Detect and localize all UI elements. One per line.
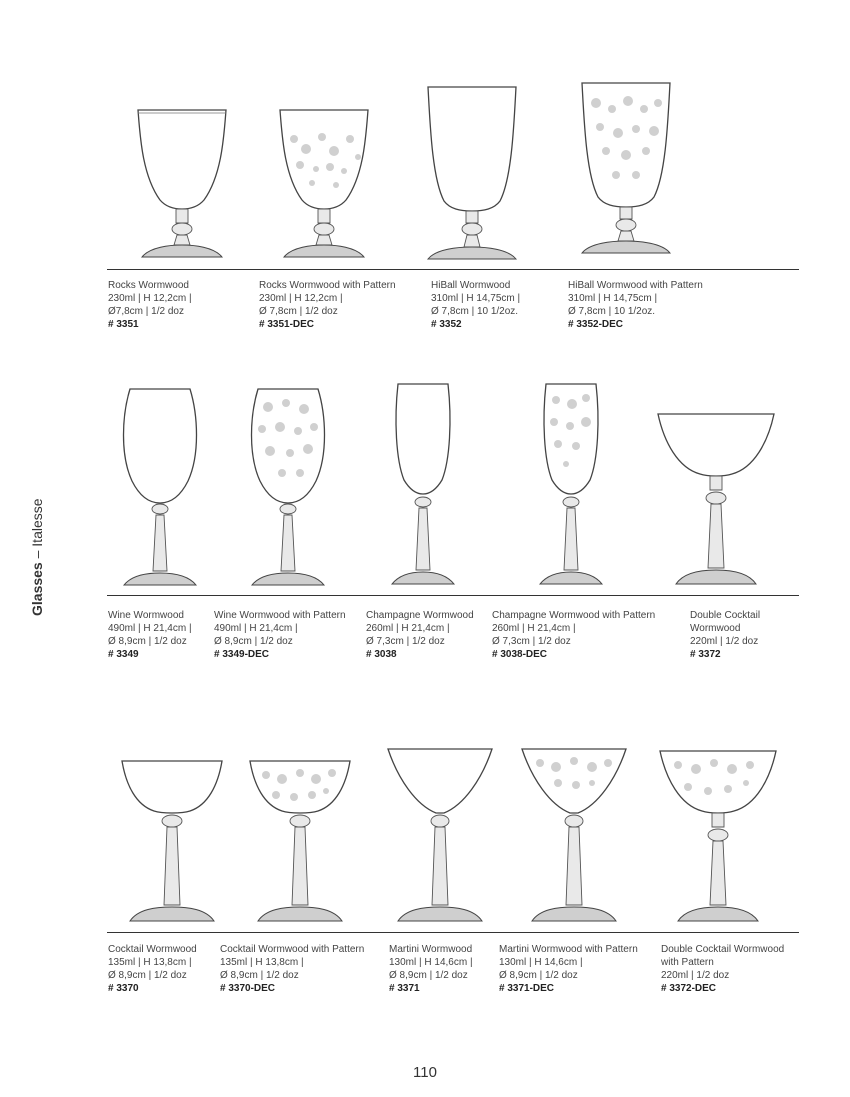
product-spec: Ø 8,9cm | 1/2 doz bbox=[108, 970, 187, 981]
hiball-glass-pattern-image bbox=[576, 79, 676, 259]
champagne-glass-pattern-image bbox=[536, 380, 606, 590]
rocks-glass-pattern-image bbox=[272, 105, 376, 265]
section-separator: – bbox=[29, 550, 45, 559]
product-spec: 230ml | H 12,2cm | bbox=[259, 293, 343, 304]
product-spec: Wormwood bbox=[690, 623, 741, 634]
wine-glass-image bbox=[118, 385, 202, 590]
product-3371 bbox=[389, 943, 473, 995]
product-3372 bbox=[690, 609, 760, 661]
product-spec: 490ml | H 21,4cm | bbox=[214, 623, 298, 634]
product-spec: Ø 8,9cm | 1/2 doz bbox=[499, 970, 578, 981]
double-cocktail-glass-image bbox=[654, 408, 778, 590]
product-spec: Ø 8,9cm | 1/2 doz bbox=[220, 970, 299, 981]
product-code: # 3349-DEC bbox=[214, 649, 270, 660]
product-code: # 3351 bbox=[108, 319, 139, 330]
product-spec: Ø 7,3cm | 1/2 doz bbox=[492, 636, 571, 647]
product-spec: Ø 7,3cm | 1/2 doz bbox=[366, 636, 445, 647]
product-code: # 3372-DEC bbox=[661, 983, 717, 994]
row-divider bbox=[107, 932, 799, 933]
product-spec: 490ml | H 21,4cm | bbox=[108, 623, 192, 634]
product-name: Rocks Wormwood with Pattern bbox=[259, 280, 396, 291]
product-spec: Ø 7,8cm | 10 1/2oz. bbox=[431, 306, 519, 317]
product-name: Cocktail Wormwood with Pattern bbox=[220, 944, 365, 955]
product-code: # 3352 bbox=[431, 319, 462, 330]
section-title: Glasses bbox=[29, 562, 45, 616]
product-3038-dec bbox=[492, 609, 655, 661]
product-3351-dec bbox=[259, 279, 396, 331]
product-spec: 310ml | H 14,75cm | bbox=[568, 293, 658, 304]
product-name: Wine Wormwood bbox=[108, 610, 184, 621]
product-3370 bbox=[108, 943, 197, 995]
product-spec: Ø 8,9cm | 1/2 doz bbox=[214, 636, 293, 647]
product-code: # 3352-DEC bbox=[568, 319, 624, 330]
product-spec: with Pattern bbox=[661, 957, 714, 968]
product-spec: Ø 7,8cm | 1/2 doz bbox=[259, 306, 338, 317]
product-spec: 310ml | H 14,75cm | bbox=[431, 293, 521, 304]
product-spec: Ø7,8cm | 1/2 doz bbox=[108, 306, 184, 317]
wine-glass-pattern-image bbox=[246, 385, 330, 590]
product-code: # 3372 bbox=[690, 649, 721, 660]
product-3038 bbox=[366, 609, 474, 661]
product-name: Wine Wormwood with Pattern bbox=[214, 610, 346, 621]
product-name: Rocks Wormwood bbox=[108, 280, 189, 291]
product-spec: 130ml | H 14,6cm | bbox=[389, 957, 473, 968]
product-code: # 3349 bbox=[108, 649, 139, 660]
product-code: # 3038-DEC bbox=[492, 649, 548, 660]
product-spec: 135ml | H 13,8cm | bbox=[108, 957, 192, 968]
product-name: Cocktail Wormwood bbox=[108, 944, 197, 955]
champagne-glass-image bbox=[388, 380, 458, 590]
product-spec: 260ml | H 21,4cm | bbox=[492, 623, 576, 634]
product-spec: 220ml | 1/2 doz bbox=[690, 636, 759, 647]
product-3349-dec bbox=[214, 609, 346, 661]
product-3352-dec bbox=[568, 279, 703, 331]
martini-glass-image bbox=[384, 745, 496, 927]
product-spec: 135ml | H 13,8cm | bbox=[220, 957, 304, 968]
double-cocktail-glass-pattern-image bbox=[656, 745, 780, 927]
product-name: Martini Wormwood with Pattern bbox=[499, 944, 638, 955]
product-code: # 3038 bbox=[366, 649, 397, 660]
product-name: Champagne Wormwood bbox=[366, 610, 474, 621]
product-name: Double Cocktail Wormwood bbox=[661, 944, 785, 955]
product-name: HiBall Wormwood with Pattern bbox=[568, 280, 703, 291]
hiball-glass-image bbox=[420, 83, 524, 265]
section-subtitle: Italesse bbox=[29, 498, 45, 547]
row-divider bbox=[107, 595, 799, 596]
product-code: # 3370-DEC bbox=[220, 983, 276, 994]
cocktail-glass-image bbox=[118, 755, 226, 927]
product-code: # 3351-DEC bbox=[259, 319, 315, 330]
product-spec: Ø 8,9cm | 1/2 doz bbox=[108, 636, 187, 647]
product-code: # 3370 bbox=[108, 983, 139, 994]
cocktail-glass-pattern-image bbox=[246, 755, 354, 927]
product-name: Double Cocktail bbox=[690, 610, 761, 621]
product-3352 bbox=[431, 279, 520, 331]
product-3371-dec bbox=[499, 943, 638, 995]
product-spec: 230ml | H 12,2cm | bbox=[108, 293, 192, 304]
product-code: # 3371-DEC bbox=[499, 983, 555, 994]
row-divider bbox=[107, 269, 799, 270]
product-3351 bbox=[108, 279, 192, 331]
martini-glass-pattern-image bbox=[518, 745, 630, 927]
product-spec: 220ml | 1/2 doz bbox=[661, 970, 730, 981]
product-spec: 130ml | H 14,6cm | bbox=[499, 957, 583, 968]
section-label bbox=[27, 486, 47, 626]
product-3349 bbox=[108, 609, 192, 661]
product-code: # 3371 bbox=[389, 983, 420, 994]
product-3372-dec bbox=[661, 943, 784, 995]
product-name: Martini Wormwood bbox=[389, 944, 473, 955]
product-spec: Ø 7,8cm | 10 1/2oz. bbox=[568, 306, 656, 317]
product-3370-dec bbox=[220, 943, 364, 995]
product-spec: 260ml | H 21,4cm | bbox=[366, 623, 450, 634]
product-spec: Ø 8,9cm | 1/2 doz bbox=[389, 970, 468, 981]
page-number: 110 bbox=[413, 1064, 437, 1081]
product-name: Champagne Wormwood with Pattern bbox=[492, 610, 656, 621]
rocks-glass-image bbox=[130, 105, 234, 265]
product-name: HiBall Wormwood bbox=[431, 280, 511, 291]
